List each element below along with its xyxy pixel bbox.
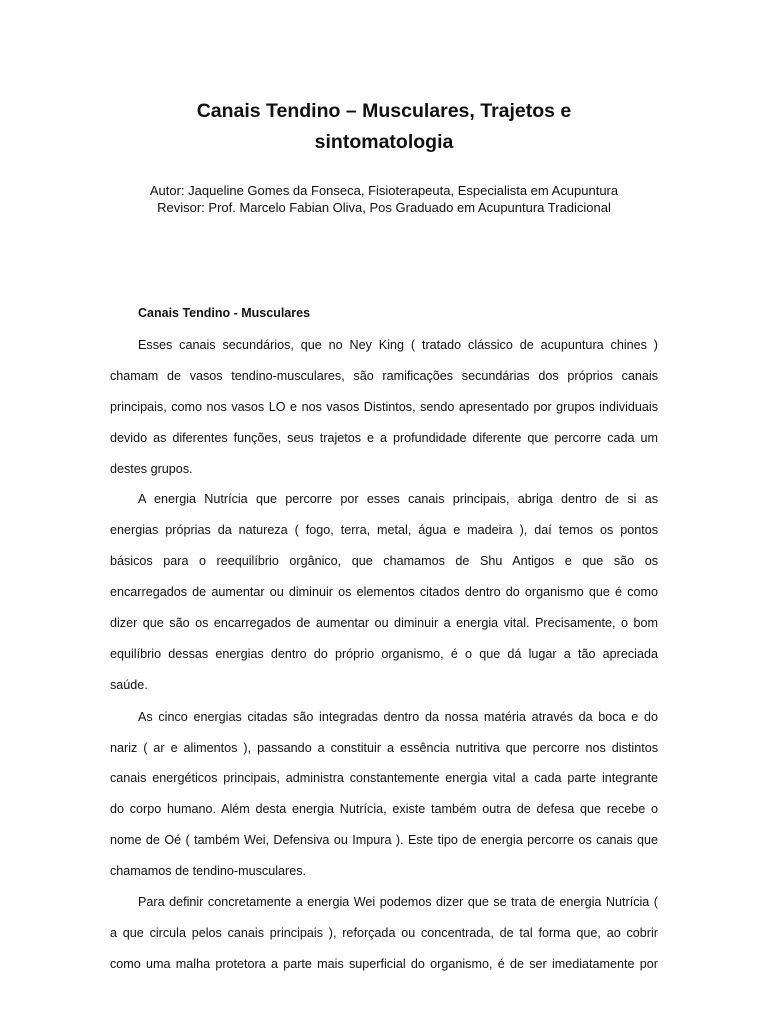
body-line: canais energéticos principais, administra constantemente energia vital a cada parte integrante xyxy=(110,771,658,785)
body-line: a que circula pelos canais principais ), reforçada ou concentrada, de tal forma que, ao cobrir xyxy=(110,926,658,940)
body-line: básicos para o reequilíbrio orgânico, que chamamos de Shu Antigos e que são os xyxy=(110,554,658,568)
document-title-line-2: sintomatologia xyxy=(314,131,454,153)
body-line: principais, como nos vasos LO e nos vasos Distintos, sendo apresentado por grupos individuais xyxy=(110,400,658,414)
body-line: equilíbrio dessas energias dentro do próprio organismo, é o que dá lugar a tão apreciada xyxy=(110,647,658,661)
body-line: A energia Nutrícia que percorre por esses canais principais, abriga dentro de si as xyxy=(138,492,658,506)
body-line: destes grupos. xyxy=(110,462,193,476)
author-line: Autor: Jaqueline Gomes da Fonseca, Fisioterapeuta, Especialista em Acupuntura xyxy=(149,183,619,198)
document-title-line-1: Canais Tendino – Musculares, Trajetos e xyxy=(196,100,572,122)
body-line: saúde. xyxy=(110,678,148,692)
body-line: Para definir concretamente a energia Wei podemos dizer que se trata de energia Nutrícia ( xyxy=(138,895,658,909)
body-line: chamamos de tendino-musculares. xyxy=(110,864,306,878)
body-line: nariz ( ar e alimentos ), passando a constituir a essência nutritiva que percorre nos distintos xyxy=(110,741,658,755)
body-line: As cinco energias citadas são integradas dentro da nossa matéria através da boca e do xyxy=(138,710,658,724)
body-line: energias próprias da natureza ( fogo, terra, metal, água e madeira ), daí temos os pontos xyxy=(110,523,658,537)
body-line: como uma malha protetora a parte mais superficial do organismo, é de ser imediatamente por xyxy=(110,957,658,971)
body-line: encarregados de aumentar ou diminuir os elementos citados dentro do organismo que é como xyxy=(110,585,658,599)
body-line: chamam de vasos tendino-musculares, são ramificações secundárias dos próprios canais xyxy=(110,369,658,383)
body-line: devido as diferentes funções, seus trajetos e a profundidade diferente que percorre cada um xyxy=(110,431,658,445)
body-line: Esses canais secundários, que no Ney King ( tratado clássico de acupuntura chines ) xyxy=(138,338,658,352)
section-heading: Canais Tendino - Musculares xyxy=(138,306,311,320)
body-line: do corpo humano. Além desta energia Nutrícia, existe também outra de defesa que recebe o xyxy=(110,802,658,816)
reviewer-line: Revisor: Prof. Marcelo Fabian Oliva, Pos Graduado em Acupuntura Tradicional xyxy=(157,200,611,215)
body-line: dizer que são os encarregados de aumentar ou diminuir a energia vital. Precisamente, o bom xyxy=(110,616,658,630)
body-line: nome de Oé ( também Wei, Defensiva ou Impura ). Este tipo de energia percorre os canais que xyxy=(110,833,658,847)
